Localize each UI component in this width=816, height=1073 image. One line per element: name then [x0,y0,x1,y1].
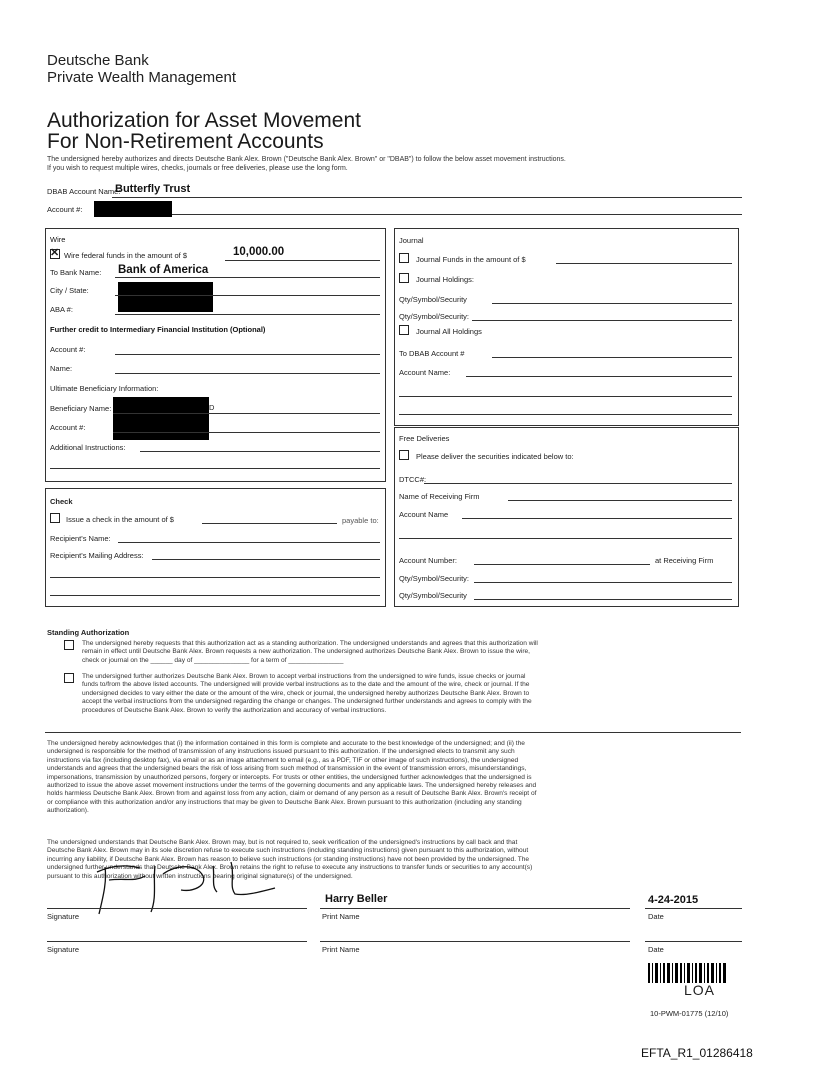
wire-city-label: City / State: [50,286,89,295]
barcode-text: LOA [684,982,716,998]
standing-item2-line-d: accept the verbal instructions from the undersigned regarding the change or changes. The undersigned further understands and agrees to comply with the [82,698,532,706]
beneficiary-name-line [113,413,380,414]
form-title [47,110,361,152]
standing-item1-line-a: The undersigned hereby requests that this authorization act as a standing authorization. The undersigned understands and agrees that this authorization will [82,640,538,647]
fd-blank-line [399,538,732,539]
at-receiving-firm-label: at Receiving Firm [655,556,714,565]
beneficiary-info-label: Ultimate Beneficiary Information: [50,384,159,393]
division-name: Private Wealth Management [47,69,236,86]
recipient-address-line1 [152,559,380,560]
verification-line: The undersigned understands that Deutsche Bank Alex. Brown may, but is not required to, seek verification of the undersigned's instructions by call back and that [47,839,518,846]
check-section [45,488,386,607]
recipient-address-label: Recipient's Mailing Address: [50,551,144,560]
print-name-line-2 [320,941,630,942]
intro-line1: The undersigned hereby authorizes and directs Deutsche Bank Alex. Brown ("Deutsche Bank Alex. Brown" or "DBAB") to follow the below asset movement instructions. [47,156,566,163]
journal-blank-line1 [399,396,732,397]
divider-line [45,732,741,733]
beneficiary-name-label: Beneficiary Name: [50,404,112,413]
fd-qty2-line [474,599,732,600]
bank-name: Deutsche Bank [47,52,149,69]
recipient-address-line2 [50,577,380,578]
payable-to-label: payable to: [342,516,379,525]
free-deliveries-checkbox[interactable] [399,450,409,460]
journal-heading: Journal [399,236,424,245]
free-deliveries-label: Please deliver the securities indicated below to: [416,452,574,461]
journal-holdings-checkbox[interactable] [399,273,409,283]
recipient-address-line3 [50,595,380,596]
fd-account-number-label: Account Number: [399,556,457,565]
signature-label-2: Signature [47,945,80,954]
standing-item2-line-a: The undersigned further authorizes Deutsche Bank Alex. Brown to accept verbal instructions from the undersigned to wire funds, issue checks or journal [82,673,526,680]
standing-heading: Standing Authorization [47,628,130,637]
fd-account-number-line [474,564,650,565]
document-id: EFTA_R1_01286418 [641,1046,753,1060]
recipient-name-line [118,542,380,543]
intermediary-name-label: Name: [50,364,73,373]
date-line-1 [645,908,742,909]
journal-holdings-label: Journal Holdings: [416,275,474,284]
intermediary-account-line [115,354,380,355]
wire-bank-label: To Bank Name: [50,268,102,277]
wire-aba-line [115,314,380,315]
standing-item-2 [82,673,742,715]
beneficiary-account-label: Account #: [50,423,86,432]
signature-label-1: Signature [47,912,80,921]
journal-qty2-line [472,320,732,321]
receiving-firm-line [508,500,732,501]
journal-all-holdings-label: Journal All Holdings [416,327,482,336]
wire-checkmark-icon: ✕ [50,247,60,259]
redacted-account-number [94,201,172,217]
handwritten-signature [85,852,285,922]
redacted-city-aba [118,282,213,312]
form-title-line1: Authorization for Asset Movement [47,109,361,132]
ack-line: undersigned is responsible for the method of transmission of any instructions issued pursuant to this authorization. If the undersigned elects to transmit any such [47,748,515,756]
date-label-2: Date [648,945,664,954]
date-value[interactable]: 4-24-2015 [648,894,699,906]
beneficiary-account-line [113,432,380,433]
date-label-1: Date [648,912,664,921]
wire-amount-value[interactable]: 10,000.00 [233,246,285,258]
fd-account-name-label: Account Name [399,510,449,519]
beneficiary-name-tail: D [209,403,215,412]
receiving-firm-label: Name of Receiving Firm [399,492,480,501]
verification-line: undersigned further understands that Deutsche Bank Alex. Brown retains the right to refuse to execute any instructions to transfer funds or securities to any account(s) [47,864,533,872]
intro-text [47,155,747,173]
standing-item2-line-e: procedures of Deutsche Bank Alex. Brown to verify the authorization and accuracy of verbal instructions. [82,706,387,714]
wire-heading: Wire [50,235,66,244]
bank-name-block [47,52,236,86]
check-amount-label: Issue a check in the amount of $ [66,515,174,524]
account-name-value[interactable]: Butterfly Trust [115,183,191,195]
signature-line-2 [47,941,307,942]
fd-qty1-label: Qty/Symbol/Security: [399,574,470,583]
ack-line: authorization). [47,807,89,815]
account-name-line [112,197,742,198]
print-name-label-1: Print Name [322,912,360,921]
check-heading: Check [50,497,73,506]
journal-funds-label: Journal Funds in the amount of $ [416,255,526,264]
recipient-name-label: Recipient's Name: [50,534,111,543]
account-number-line [172,214,742,215]
intermediary-name-line [115,373,380,374]
further-credit-label: Further credit to Intermediary Financial Institution (Optional) [50,325,266,334]
journal-to-account-line [492,357,732,358]
print-name-line-1 [320,908,630,909]
account-name-label: DBAB Account Name: [47,187,121,196]
additional-instructions-label: Additional Instructions: [50,443,126,452]
wire-amount-label: Wire federal funds in the amount of $ [64,251,187,260]
standing-item1-line-b: remain in effect until Deutsche Bank Alex. Brown requests a new authorization. The undersigned authorizes Deutsche Bank Alex. Brown to issue the wire, [82,648,531,656]
barcode [648,963,726,983]
ack-line: instructions via fax (including desktop fax), via email or as an image attachment to email (e.g., as a PDF, TIF or other image of such instructions), the undersigned [47,756,519,764]
standing-item2-line-b: funds to/from the above listed accounts. The undersigned will provide verbal instructions as to the date and the amount of the wire, check or journal. If the [82,681,530,689]
form-title-line2: For Non-Retirement Accounts [47,130,324,153]
wire-bank-line [115,277,380,278]
wire-bank-value[interactable]: Bank of America [118,264,209,276]
fd-account-name-line [462,518,732,519]
standing-item2-line-c: undersigned decides to vary either the date or the amount of the wire, check or journal, the undersigned hereby authorizes Deutsche Bank Alex. Brown to [82,689,530,697]
print-name-value[interactable]: Harry Beller [325,893,388,905]
dtcc-label: DTCC#: [399,475,427,484]
journal-funds-line [556,263,732,264]
wire-aba-label: ABA #: [50,305,73,314]
verification-line: pursuant to this authorization without written instructions bearing original signature(s) of the undersigned. [47,872,353,880]
journal-account-name-label: Account Name: [399,368,451,377]
additional-instructions-line1 [140,451,380,452]
wire-amount-line [225,260,380,261]
intro-line2: If you wish to request multiple wires, checks, journals or free deliveries, please use the long form. [47,165,348,172]
journal-qty2-label: Qty/Symbol/Security: [399,312,470,321]
check-amount-line [202,523,337,524]
verification-line: Deutsche Bank Alex. Brown may in its sole discretion refuse to execute such instructions (including standing instructions) given pursuant to this authorization, without [47,847,529,855]
redacted-beneficiary [113,397,209,440]
date-line-2 [645,941,742,942]
form-number: 10-PWM-01775 (12/10) [650,1009,729,1018]
standing-checkbox-2[interactable] [64,673,74,683]
standing-item1-line-c: check or journal on the ______ day of _______________ for a term of _______________ [82,656,344,664]
standing-checkbox-1[interactable] [64,640,74,650]
fd-qty1-line [474,582,732,583]
journal-qty1-label: Qty/Symbol/Security [399,295,467,304]
dtcc-line [424,483,732,484]
journal-blank-line2 [399,414,732,415]
check-checkbox[interactable] [50,513,60,523]
journal-qty1-line [492,303,732,304]
standing-item-1 [82,640,742,665]
free-deliveries-heading: Free Deliveries [399,434,450,443]
journal-funds-checkbox[interactable] [399,253,409,263]
account-number-label: Account #: [47,205,83,214]
ack-line: The undersigned hereby acknowledges that (i) the information contained in this form is complete and accurate to the best knowledge of the undersigned; and (ii) the [47,740,525,747]
verification-line: incurring any liability, if Deutsche Bank Alex. Brown has reason to believe such instructions (or standing instructions) have not been provided by the undersigned. The [47,855,530,863]
wire-city-line [115,295,380,296]
fd-qty2-label: Qty/Symbol/Security [399,591,467,600]
additional-instructions-line2 [50,468,380,469]
intermediary-account-label: Account #: [50,345,86,354]
signature-line-1 [47,908,307,909]
ack-line: holds harmless Deutsche Bank Alex. Brown from and against loss from any action, claim or demand of any person as a result of Deutsche Bank Alex. Brown's receipt of [47,790,537,798]
ack-line: impersonations, transmission by unauthorized persons, forgery or intercepts. For trusts or other entities, the undersigned further acknowledges that the undersigned is [47,773,532,781]
acknowledgment-paragraph [47,740,747,816]
journal-account-name-line [466,376,732,377]
journal-to-account-label: To DBAB Account # [399,349,465,358]
ack-line: or compliance with this authorization and/or any instructions that may be given to Deutsche Bank Alex. Brown pursuant to this authorization (including any standing [47,798,522,806]
ack-line: understands and agrees that the undersigned bears the risk of loss arising from such method of transmission in the event of transmission errors, misunderstandings, [47,765,527,773]
journal-all-holdings-checkbox[interactable] [399,325,409,335]
print-name-label-2: Print Name [322,945,360,954]
ack-line: authorized to issue the above asset movement instructions under the terms of the governing documents and any applicable laws. The undersigned hereby releases and [47,782,537,790]
